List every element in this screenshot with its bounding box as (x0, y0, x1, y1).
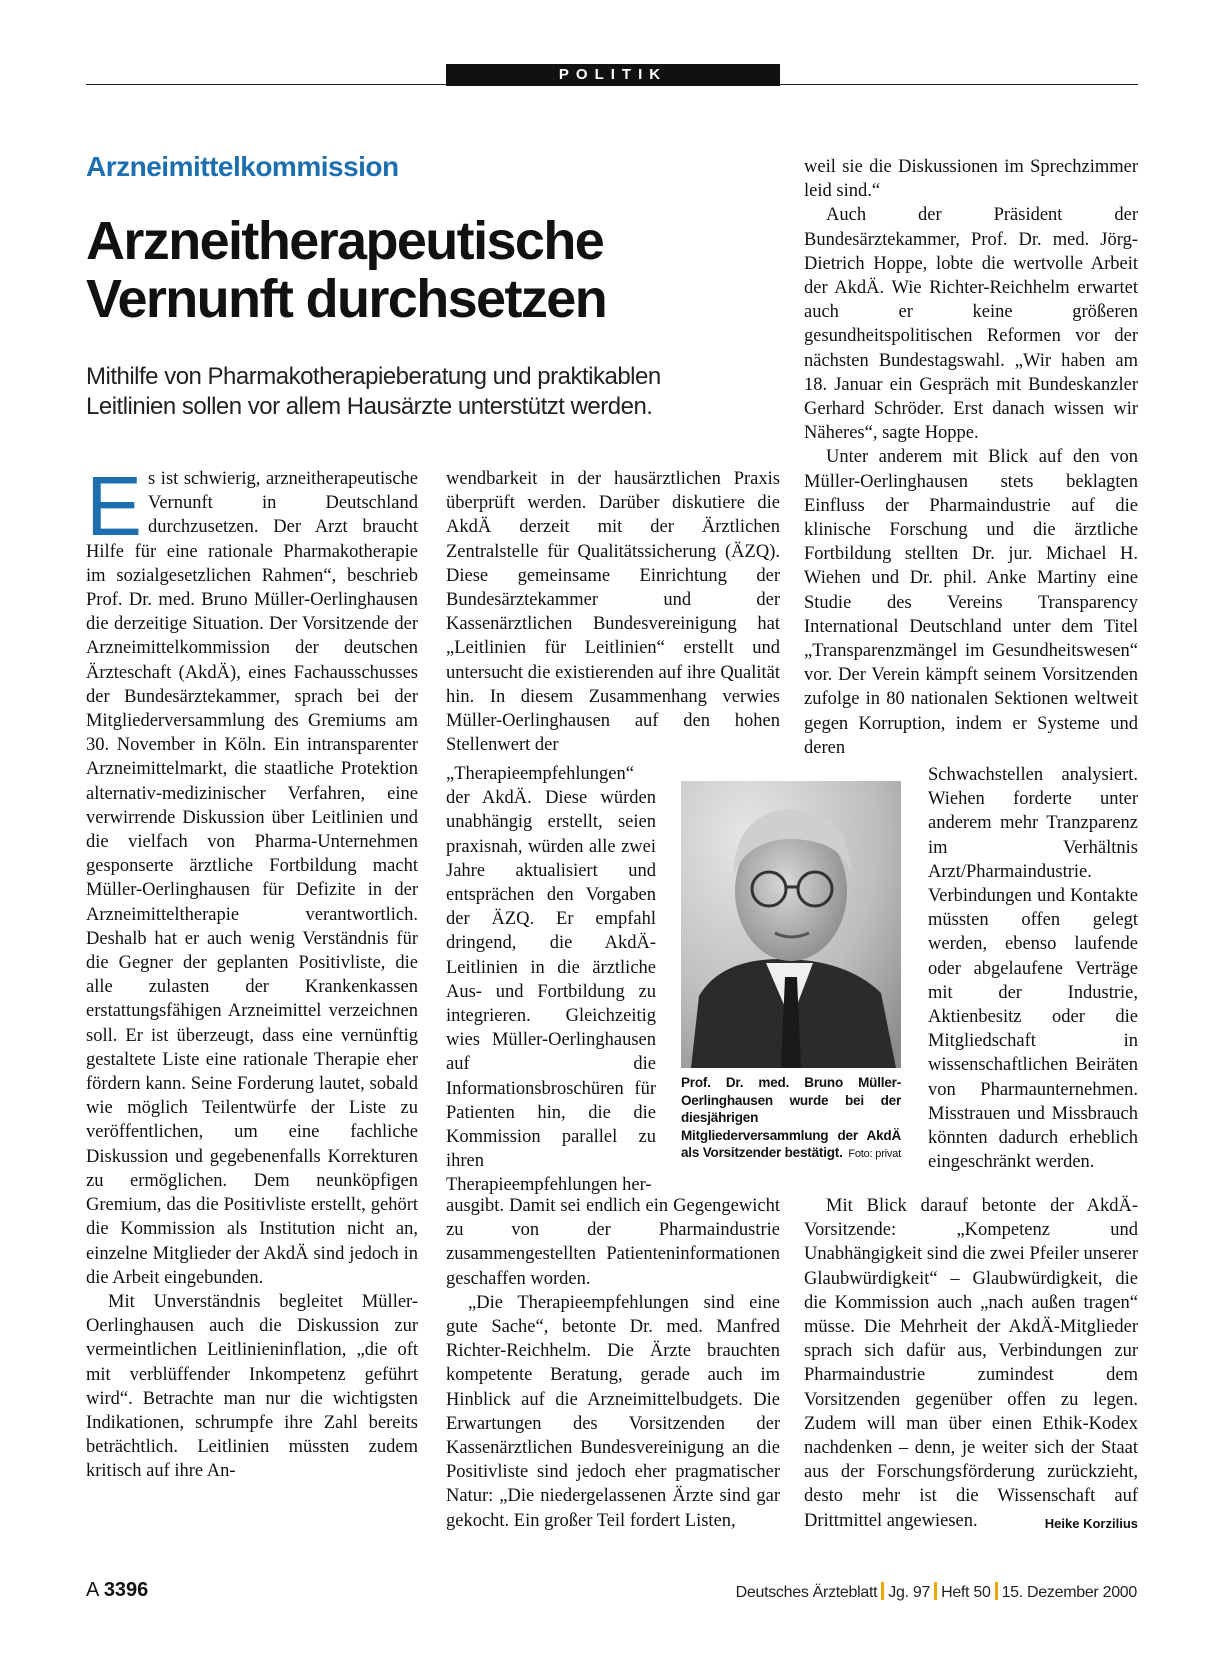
volume: Jg. 97 (888, 1584, 931, 1601)
separator (934, 1582, 937, 1600)
paragraph: wendbarkeit in der hausärztlichen Praxis überprüft werden. Darüber diskutiere die AkdÄ derzeit mit der Ärztlichen Zentralstelle für Qualitätssicherung (ÄZQ). Diese gemeinsame Einrichtung der Bundesärztekammer und der Kassenärztlichen Bundesvereinigung hat „Leitlinien für Leitlinien“ erstellt und untersucht die existierenden auf ihre Qualität hin. In diesem Zusammenhang verwies Müller-Oerlinghausen auf den hohen Stellenwert der (446, 469, 780, 756)
article-column-2-bottom (446, 1194, 780, 1533)
deck-line-2: Leitlinien sollen vor allem Hausärzte unterstützt werden. (86, 393, 653, 420)
separator (881, 1582, 884, 1600)
article-column-1 (86, 459, 418, 1484)
paragraph: „Die Therapieempfehlungen sind eine gute Sache“, betonte Dr. med. Manfred Richter-Reichhelm. Die Ärzte brauchten kompetente Beratung, gerade auch im Hinblick auf die Arzneimittelbudgets. Die Erwartungen des Vorsitzenden der Kassenärztlichen Bundesvereinigung an die Positivliste sind jedoch eher pragmatischer Natur: „Die niedergelassenen Ärzte sind gar gekocht. Ein großer Teil fordert Listen, (446, 1292, 780, 1531)
journal-name: Deutsches Ärzteblatt (735, 1584, 878, 1601)
separator (995, 1582, 998, 1600)
paragraph-text: Mit Blick darauf betonte der AkdÄ-Vorsitzende: „Kompetenz und Unabhängigkeit sind die zwei Pfeiler unserer Glaubwürdigkeit“ – Glaubwürdigkeit, die die Kommission auch „nach außen tragen“ müsse. Die Mehrheit der AkdÄ-Mitglieder sprach sich dafür aus, Verbindungen zur Pharmaindustrie zumindest dem Vorsitzenden gegenüber offen zu legen. Zudem will man über einen Ethik-Kodex nachdenken – denn, je weiter sich der Staat aus der Forschungsförderung zurückzieht, desto mehr ist die Wissenschaft auf Drittmittel angewiesen. (804, 1196, 1138, 1531)
article-column-2-narrow (446, 762, 656, 1198)
author-byline: Heike Korzilius (1044, 1515, 1138, 1531)
deck-line-1: Mithilfe von Pharmakotherapieberatung und praktikablen (86, 363, 661, 390)
issue: Heft 50 (941, 1584, 991, 1601)
drop-cap: E (86, 459, 143, 553)
page-number (86, 1579, 148, 1602)
paragraph: Auch der Präsident der Bundesärztekammer, Prof. Dr. med. Jörg-Dietrich Hoppe, lobte die wertvolle Arbeit der AkdÄ. Wie Richter-Reichhelm erwartet auch er keine größeren gesundheitspolitischen Reformen vor der nächsten Bundestagswahl. „Wir haben am 18. Januar ein Gespräch mit Bundeskanzler Gerhard Schröder. Erst danach wissen wir Näheres“, sagte Hoppe. (804, 205, 1138, 444)
photo-credit: Foto: privat (848, 1148, 901, 1160)
page-number-value: 3396 (103, 1579, 149, 1601)
paragraph-text: s ist schwierig, arzneitherapeutische Vernunft in Deutschland durchzusetzen. Der Arzt braucht Hilfe für eine rationale Pharmakotherapie im sozialgesetzlichen Rahmen“, beschrieb Prof. Dr. med. Bruno Müller-Oerlinghausen die derzeitige Situation. Der Vorsitzende der Arzneimittelkommission der deutschen Ärzteschaft (AkdÄ), eines Fachausschusses der Bundesärztekammer, sprach bei der Mitgliederversammlung des Gremiums am 30. November in Köln. Ein intransparenter Arzneimittelmarkt, die staatliche Protektion alternativ-medizinischer Verfahren, eine verwirrende Diskussion über Leitlinien und die vielfach von Pharma-Unternehmen gesponserte ärztliche Fortbildung macht Müller-Oerlinghausen für Defizite in der Arzneimitteltherapie verantwortlich. Deshalb hat er auch wenig Verständnis für die Gegner der geplanten Positivliste, die alle zulasten der Krankenkassen erstattungsfähigen Arzneimittel verzeichnen soll. Er ist überzeugt, dass eine vernünftig gestaltete Liste eine rationale Therapie eher fördern kann. Seine Forderung lautet, sobald wie möglich Teilentwürfe der Liste zu veröffentlichen, um eine fachliche Diskussion und gegebenenfalls Korrekturen zu ermöglichen. Dem neunköpfigen Gremium, das die Positivliste erstellt, gehört die Kommission als Institution nicht an, einzelne Mitglieder der AkdÄ sind jedoch in die Arbeit eingebunden. (86, 469, 418, 1288)
caption-text: Prof. Dr. med. Bruno Müller-Oerlinghausen wurde bei der diesjährigen Mitgliederversammlung der AkdÄ als Vorsitzender bestätigt. (681, 1075, 901, 1160)
photo-caption (681, 1074, 901, 1164)
article-column-3 (804, 155, 1138, 760)
paragraph: „Therapieempfehlungen“ der AkdÄ. Diese würden unabhängig erstellt, seien praxisnah, würden alle zwei Jahre aktualisiert und entsprächen den Vorgaben der ÄZQ. Er empfahl dringend, die AkdÄ-Leitlinien in die ärztliche Aus- und Fortbildung zu integrieren. Gleichzeitig wies Müller-Oerlinghausen auf die Informationsbroschüren für Patienten hin, die die Kommission parallel zu ihren Therapieempfehlungen her- (446, 764, 656, 1196)
section-label: POLITIK (446, 64, 780, 86)
date: 15. Dezember 2000 (1001, 1584, 1137, 1601)
headline-line-1: Arzneitherapeutische (86, 211, 604, 271)
paragraph (86, 459, 418, 1290)
kicker: Arzneimittelkommission (86, 151, 399, 182)
deck (86, 362, 786, 422)
article-column-3-bottom (804, 1194, 1138, 1536)
page-prefix: A (86, 1579, 99, 1601)
paragraph (804, 1194, 1138, 1533)
headline (86, 212, 786, 328)
article-column-2 (446, 467, 780, 757)
paragraph: weil sie die Diskussionen im Sprechzimmer leid sind.“ (804, 157, 1138, 202)
portrait-photo (681, 781, 901, 1068)
paragraph: Unter anderem mit Blick auf den von Müller-Oerlinghausen stets beklagten Einfluss der Pharmaindustrie auf die klinische Forschung und die ärztliche Fortbildung stellten Dr. jur. Michael H. Wiehen und Dr. phil. Anke Martiny eine Studie des Vereins Transparency International Deutschland unter dem Titel „Transparenzmängel im Gesundheitswesen“ vor. Der Verein kämpft seinem Vorsitzenden zufolge in 80 nationalen Sektionen weltweit gegen Korruption, indem er Systeme und deren (804, 447, 1138, 758)
paragraph: Mit Unverständnis begleitet Müller-Oerlinghausen auch die Diskussion zur vermeintlichen Leitlinieninflation, „die oft mit verblüffender Inkompetenz geführt wird“. Betrachte man nur die wichtigsten Indikationen, schrumpfe ihre Zahl bereits beträchtlich. Leitlinien müssten zudem kritisch auf ihre An- (86, 1291, 418, 1482)
paragraph: ausgibt. Damit sei endlich ein Gegengewicht zu von der Pharmaindustrie zusammengestellten Patienteninformationen geschaffen worden. (446, 1196, 780, 1289)
journal-footer (736, 1582, 1137, 1602)
portrait-illustration (681, 781, 901, 1068)
article-column-3-narrow (928, 763, 1138, 1174)
paragraph: Schwachstellen analysiert. Wiehen forderte unter anderem mehr Tranzparenz im Verhältnis Arzt/Pharmaindustrie. Verbindungen und Kontakte müssten offen gelegt werden, ebenso laufende oder abgelaufene Verträge mit der Industrie, Aktienbesitz oder die Mitgliedschaft in wissenschaftlichen Beiräten von Pharmaunternehmen. Misstrauen und Missbrauch könnten dadurch erheblich eingeschränkt werden. (928, 765, 1138, 1173)
headline-line-2: Vernunft durchsetzen (86, 269, 607, 329)
